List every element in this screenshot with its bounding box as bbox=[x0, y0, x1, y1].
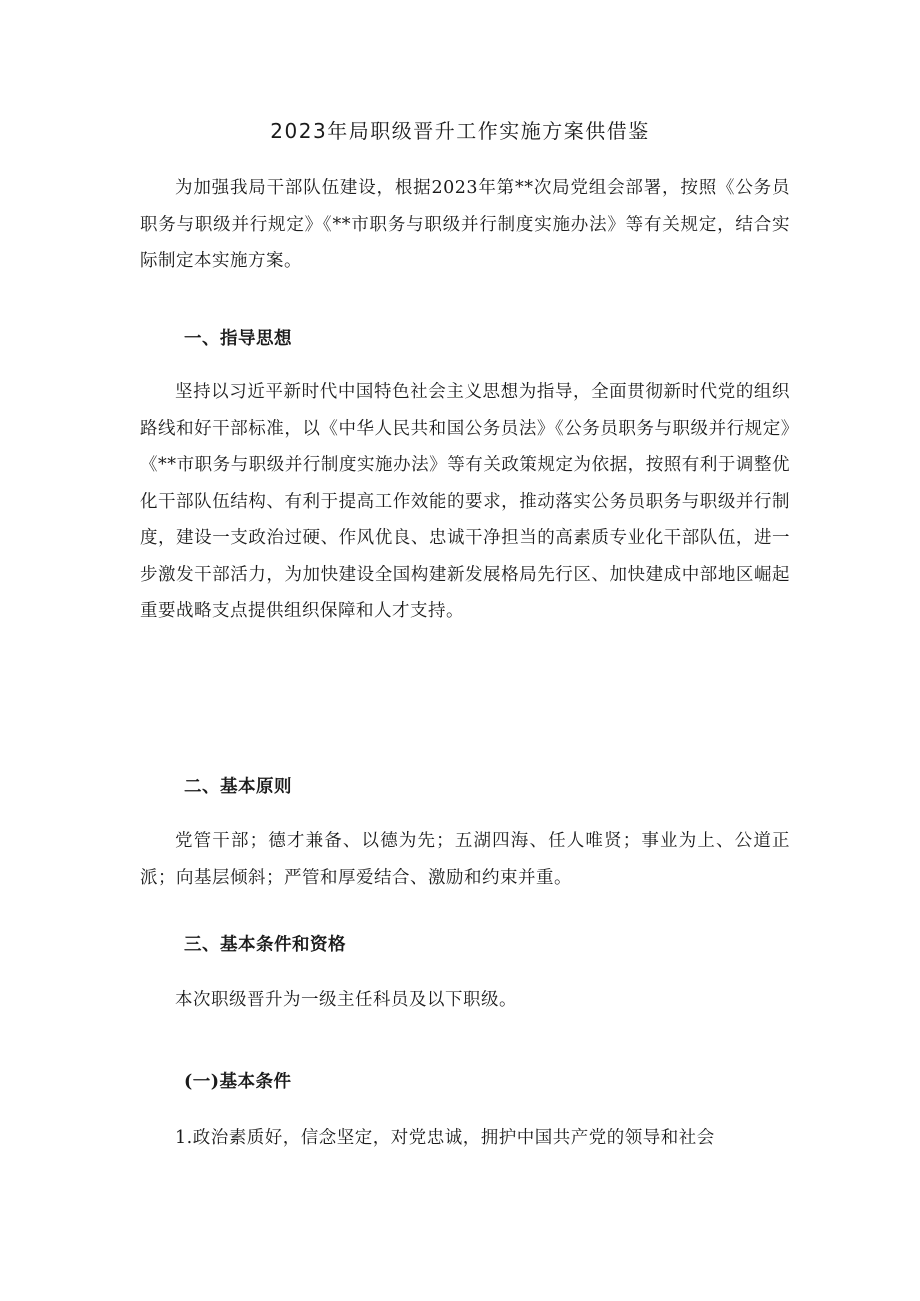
conditions-paragraph: 本次职级晋升为一级主任科员及以下职级。 bbox=[175, 990, 517, 1010]
document-title: 2023年局职级晋升工作实施方案供借鉴 bbox=[270, 119, 650, 143]
section-heading-conditions: 三、基本条件和资格 bbox=[184, 935, 346, 955]
guiding-ideology-paragraph: 坚持以习近平新时代中国特色社会主义思想为指导，全面贯彻新时代党的组织路线和好干部标准，以《中华人民共和国公务员法》《公务员职务与职级并行规定》《**市职务与职级并行制度实施办法》等有关政策规定为依据，按照有利于调整优化干部队伍结构、有利于提高工作效能的要求，推动落实公务员职务与职级并行制度，建设一支政治过硬、作风优良、忠诚干净担当的高素质专业化干部队伍，进一步激发干部活力，为加快建设全国构建新发展格局先行区、加快建成中部地区崛起重要战略支点提供组织保障和人才支持。 bbox=[140, 382, 790, 621]
section-heading-guiding-ideology: 一、指导思想 bbox=[184, 329, 292, 349]
subsection-heading-basic-conditions: (一)基本条件 bbox=[184, 1072, 292, 1092]
basic-principles-paragraph: 党管干部；德才兼备、以德为先；五湖四海、任人唯贤；事业为上、公道正派；向基层倾斜；严管和厚爱结合、激励和约束并重。 bbox=[140, 831, 790, 888]
item-1-paragraph: 1.政治素质好，信念坚定，对党忠诚，拥护中国共产党的领导和社会 bbox=[175, 1128, 715, 1148]
intro-paragraph: 为加强我局干部队伍建设，根据2023年第**次局党组会部署，按照《公务员职务与职级并行规定》《**市职务与职级并行制度实施办法》等有关规定，结合实际制定本实施方案。 bbox=[140, 178, 790, 271]
section-heading-basic-principles: 二、基本原则 bbox=[184, 777, 292, 797]
